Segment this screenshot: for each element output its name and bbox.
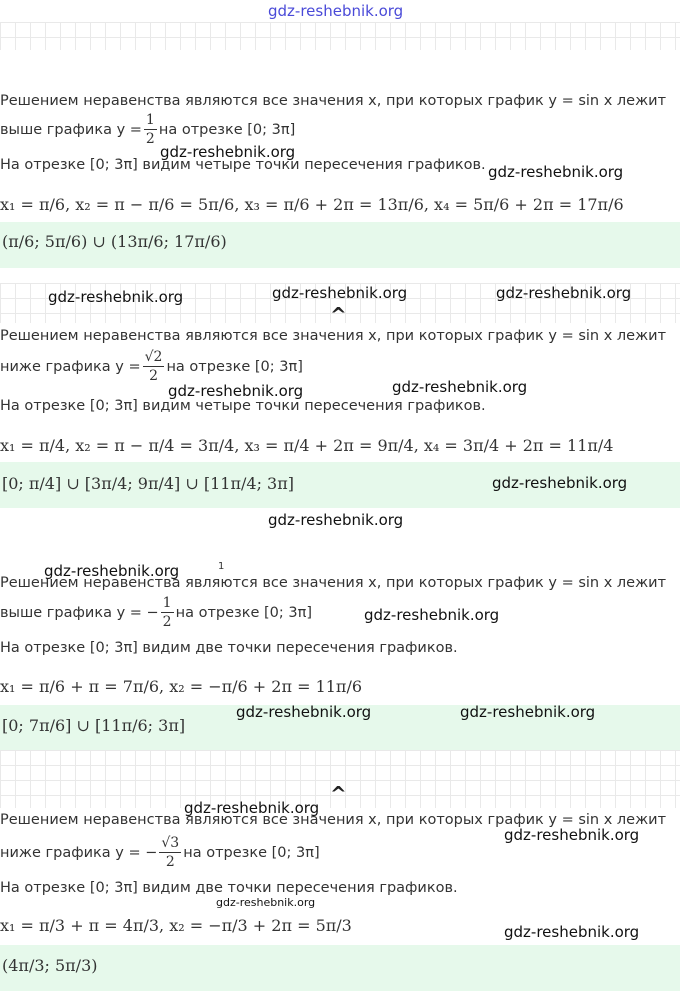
section-2-answer: [0; π/4] ∪ [3π/4; 9π/4] ∪ [11π/4; 3π] — [2, 474, 294, 493]
section-3-statement: Решением неравенства являются все значения x, при которых график y = sin x лежит — [0, 575, 667, 591]
watermark: gdz-reshebnik.org — [460, 703, 596, 721]
section-4-intersections: На отрезке [0; 3π] видим две точки пересечения графиков. — [0, 880, 458, 896]
watermark: gdz-reshebnik.org — [504, 826, 640, 844]
section-3-line-3 — [0, 640, 680, 656]
watermark: gdz-reshebnik.org — [492, 474, 628, 492]
section-1-suffix: на отрезке [0; 3π] — [158, 121, 296, 138]
section-1-statement: Решением неравенства являются все значения x, при которых график y = sin x лежит — [0, 93, 667, 109]
section-1-intersections: На отрезке [0; 3π] видим четыре точки пересечения графиков. — [0, 157, 486, 173]
watermark: gdz-reshebnik.org — [216, 896, 316, 909]
section-3-points: x₁ = π/6 + π = 7π/6, x₂ = −π/6 + 2π = 11π/6 — [0, 677, 363, 696]
tick-mark: 1 — [218, 561, 225, 572]
section-1-points: x₁ = π/6, x₂ = π − π/6 = 5π/6, x₃ = π/6 + 2π = 13π/6, x₄ = 5π/6 + 2π = 17π/6 — [0, 195, 624, 214]
section-3-fraction — [161, 596, 174, 629]
fraction-denominator: 2 — [149, 368, 158, 384]
section-3-intersections: На отрезке [0; 3π] видим две точки пересечения графиков. — [0, 640, 458, 656]
fraction-numerator: √2 — [144, 349, 163, 365]
section-3-suffix: на отрезке [0; 3π] — [175, 604, 312, 621]
watermark: gdz-reshebnik.org — [268, 2, 404, 20]
scroll-up-caret-icon[interactable]: ^ — [330, 782, 347, 806]
watermark: gdz-reshebnik.org — [236, 703, 372, 721]
section-4-line-3 — [0, 880, 680, 896]
section-1-answer: (π/6; 5π/6) ∪ (13π/6; 17π/6) — [2, 232, 227, 251]
watermark: gdz-reshebnik.org — [488, 163, 624, 181]
fraction-numerator: 1 — [162, 595, 172, 611]
watermark: gdz-reshebnik.org — [168, 382, 304, 400]
fraction-denominator: 2 — [165, 854, 175, 870]
section-1-line-2 — [0, 113, 680, 146]
section-2-line-3 — [0, 398, 680, 414]
section-2-statement: Решением неравенства являются все значения x, при которых график y = sin x лежит — [0, 328, 667, 344]
watermark: gdz-reshebnik.org — [48, 288, 184, 306]
watermark: gdz-reshebnik.org — [44, 562, 180, 580]
section-4-answer: (4π/3; 5π/3) — [2, 956, 98, 975]
watermark: gdz-reshebnik.org — [496, 284, 632, 302]
watermark: gdz-reshebnik.org — [184, 799, 320, 817]
section-2-line-2 — [0, 350, 680, 383]
section-3-answer: [0; 7π/6] ∪ [11π/6; 3π] — [2, 716, 186, 735]
section-2-points: x₁ = π/4, x₂ = π − π/4 = 3π/4, x₃ = π/4 + 2π = 9π/4, x₄ = 3π/4 + 2π = 11π/4 — [0, 436, 614, 455]
section-1-prefix: выше графика y = — [0, 121, 142, 138]
section-2-line-1 — [0, 328, 680, 344]
watermark: gdz-reshebnik.org — [504, 923, 640, 941]
scroll-up-caret-icon[interactable]: ^ — [330, 303, 347, 327]
section-4-points: x₁ = π/3 + π = 4π/3, x₂ = −π/3 + 2π = 5π/3 — [0, 916, 352, 935]
section-3-line-2 — [0, 596, 680, 629]
section-1-fraction — [144, 113, 157, 146]
watermark: gdz-reshebnik.org — [272, 284, 408, 302]
watermark: gdz-reshebnik.org — [392, 378, 528, 396]
section-4-statement: Решением неравенства являются все значения x, при которых график y = sin x лежит — [0, 812, 667, 828]
fraction-numerator: √3 — [161, 835, 180, 851]
section-2-prefix: ниже графика y = — [0, 358, 141, 375]
section-4-prefix: ниже графика y = − — [0, 844, 158, 861]
section-2-fraction — [143, 350, 165, 383]
section-1-line-1 — [0, 93, 680, 109]
section-2-suffix: на отрезке [0; 3π] — [166, 358, 303, 375]
section-4-fraction — [159, 836, 181, 869]
section-4-answer-band — [0, 945, 680, 991]
section-3-prefix: выше графика y = − — [0, 604, 159, 621]
section-2-intersections: На отрезке [0; 3π] видим четыре точки пересечения графиков. — [0, 398, 486, 414]
section-4-suffix: на отрезке [0; 3π] — [183, 844, 320, 861]
fraction-denominator: 2 — [162, 614, 172, 630]
watermark: gdz-reshebnik.org — [160, 143, 296, 161]
fraction-numerator: 1 — [145, 112, 155, 128]
watermark: gdz-reshebnik.org — [364, 606, 500, 624]
watermark: gdz-reshebnik.org — [268, 511, 404, 529]
fraction-denominator: 2 — [145, 131, 155, 147]
grid-strip — [0, 22, 680, 50]
